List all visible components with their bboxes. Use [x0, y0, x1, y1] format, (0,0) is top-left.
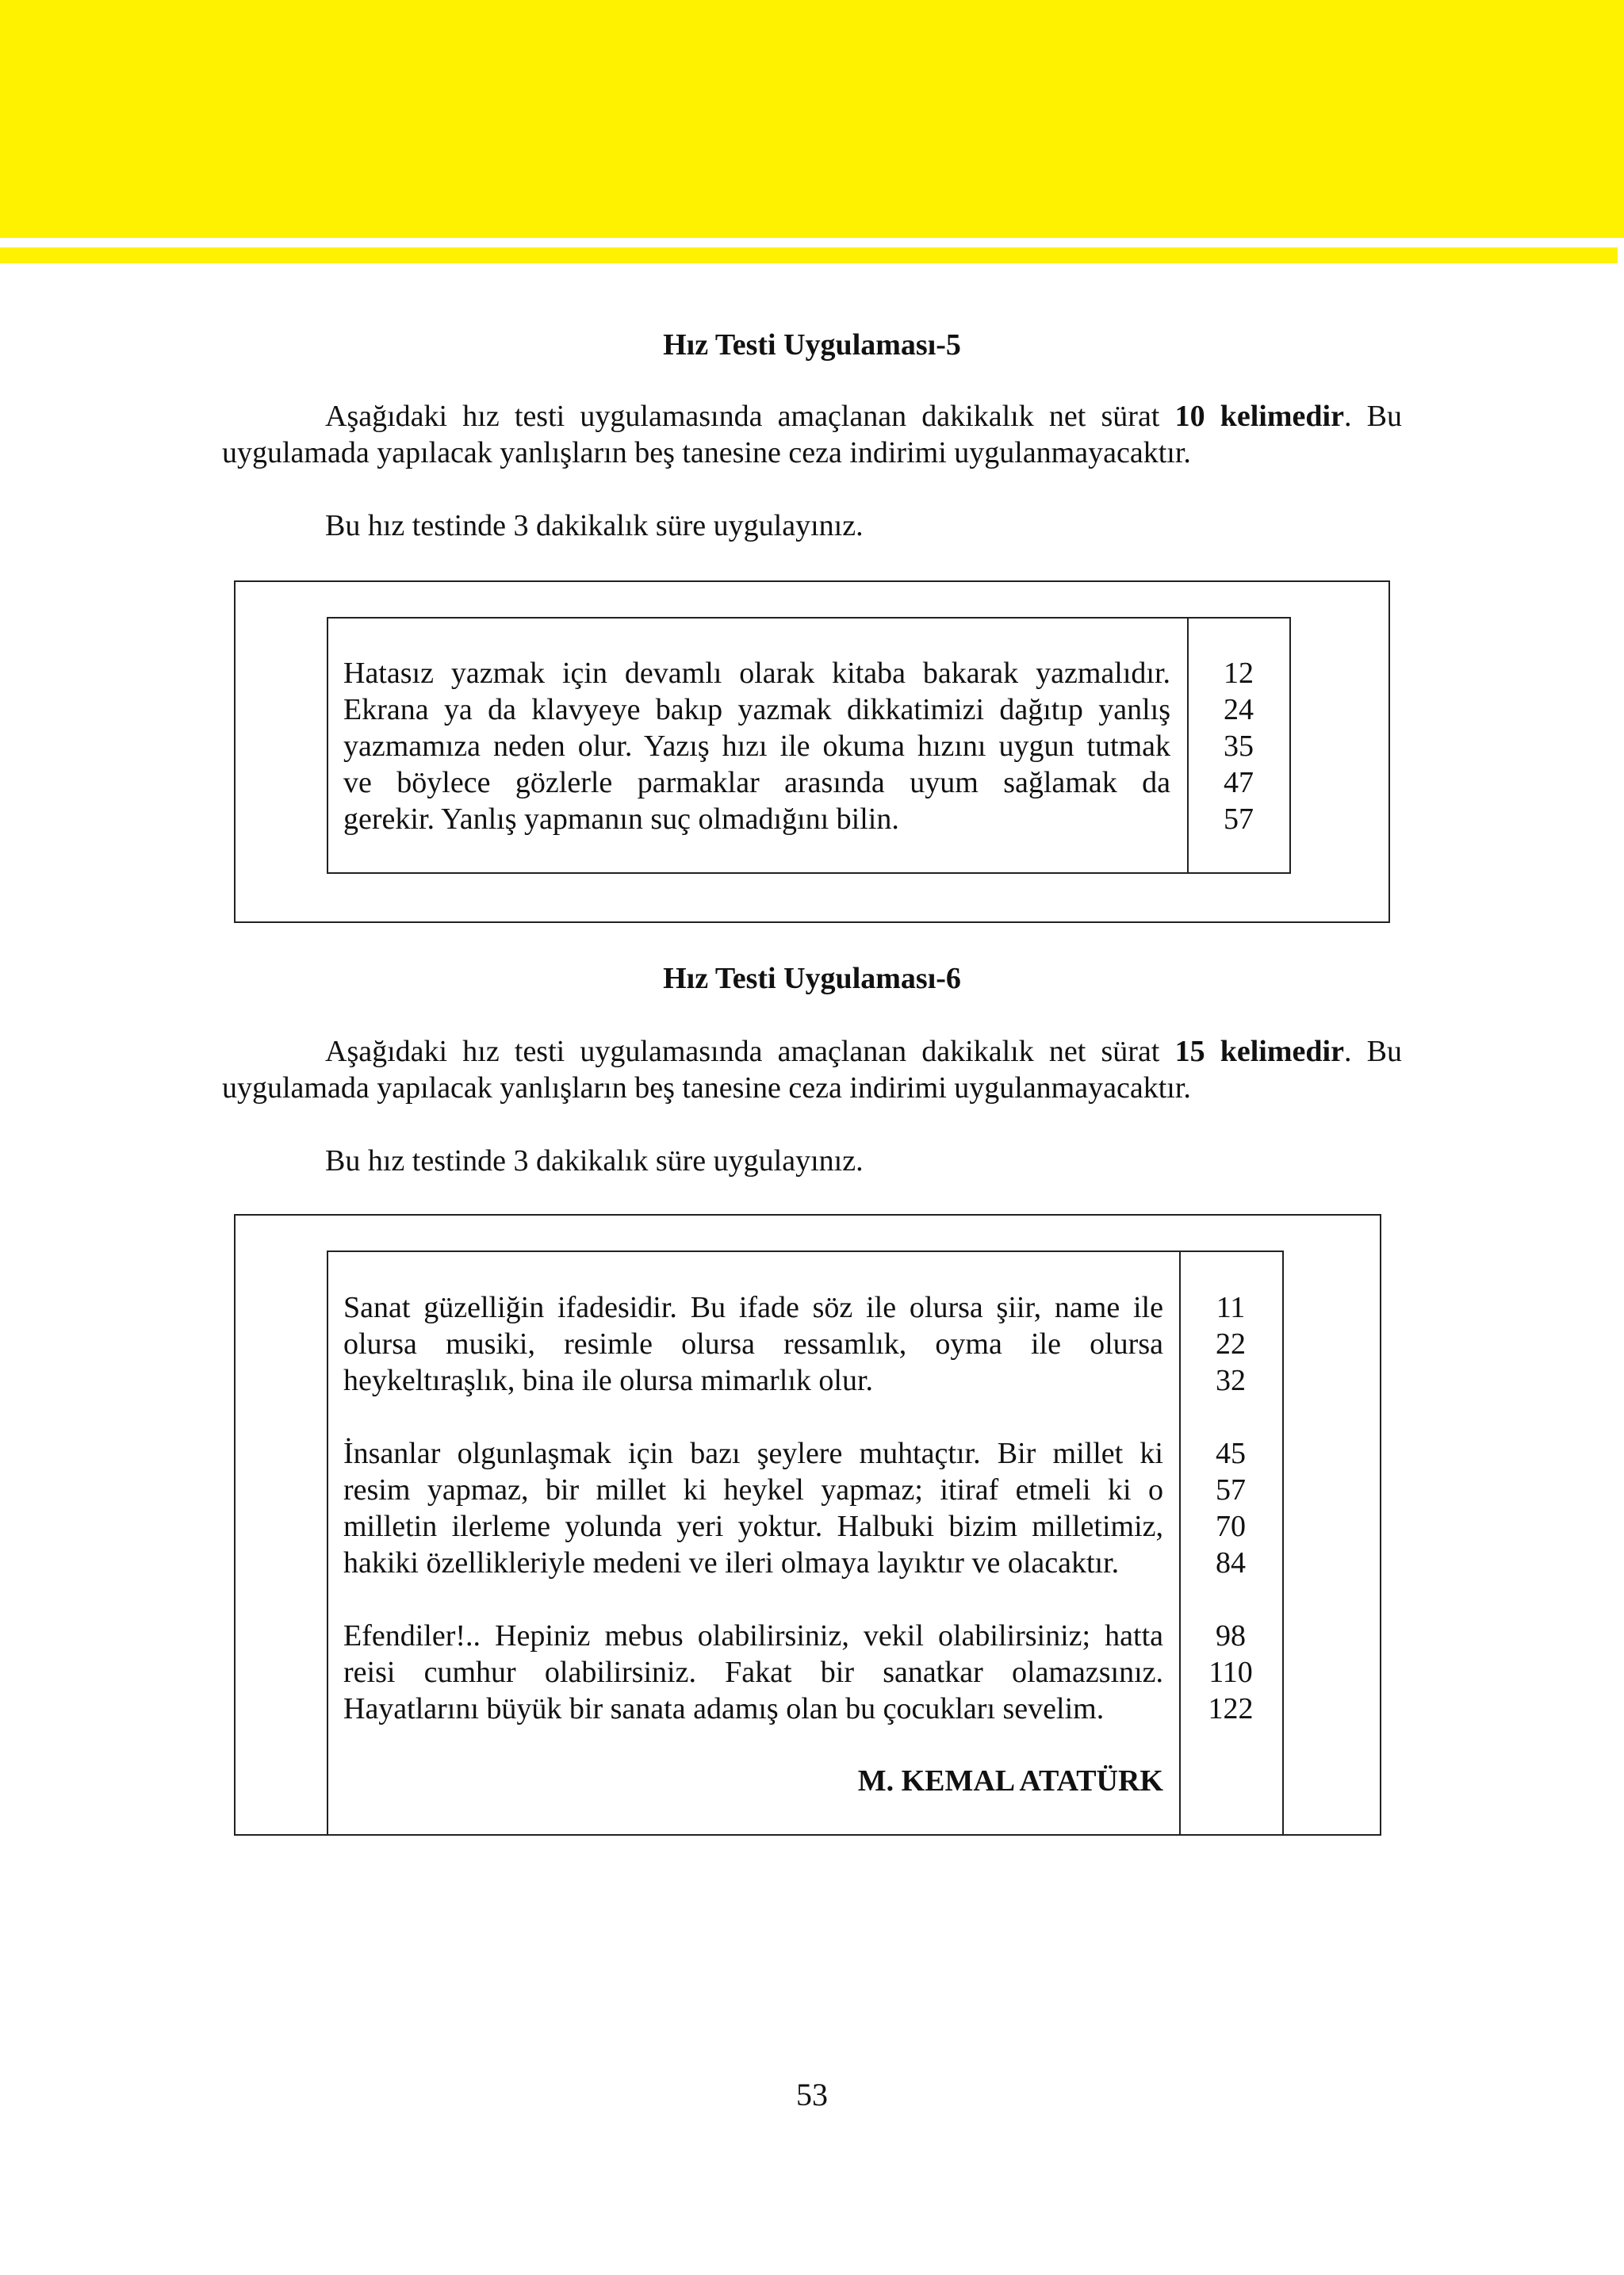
author-signature: M. KEMAL ATATÜRK — [857, 1764, 1163, 1798]
word-count: 22 — [1216, 1327, 1246, 1361]
word-count: 110 — [1208, 1656, 1253, 1689]
word-count: 98 — [1216, 1619, 1246, 1653]
text-line: Ekrana ya da klavyeye bakıp yazmak dikkatimizi dağıtıp yanlış — [343, 693, 1170, 726]
word-count: 57 — [1224, 802, 1254, 836]
section6-intro-text: Aşağıdaki hız testi uygulamasında amaçlanan dakikalık net sürat — [325, 1035, 1175, 1068]
word-count: 35 — [1224, 730, 1254, 763]
word-count: 70 — [1216, 1510, 1246, 1543]
text-line: yazmamıza neden olur. Yazış hızı ile okuma hızını uygun tutmak — [343, 730, 1170, 763]
text-line: Efendiler!.. Hepiniz mebus olabilirsiniz, vekil olabilirsiniz; hatta — [343, 1619, 1163, 1653]
section5-typing-text — [343, 655, 1170, 837]
header-stripe — [0, 247, 1618, 263]
section5-intro — [222, 398, 1402, 471]
text-line: milletin ilerleme yolunda yeri yoktur. Halbuki bizim milletimiz, — [343, 1510, 1163, 1543]
paragraph-gap — [343, 1581, 1163, 1618]
section5-duration-note: Bu hız testinde 3 dakikalık süre uygulayınız. — [325, 509, 864, 542]
word-count: 11 — [1216, 1291, 1246, 1324]
section6-duration-note: Bu hız testinde 3 dakikalık süre uygulayınız. — [325, 1144, 864, 1178]
word-count: 12 — [1224, 657, 1254, 690]
paragraph-gap — [343, 1399, 1163, 1435]
section6-intro — [222, 1033, 1402, 1106]
section6-typing-text — [343, 1289, 1163, 1727]
paragraph-gap — [1179, 1399, 1282, 1435]
text-line: İnsanlar olgunlaşmak için bazı şeylere muhtaçtır. Bir millet ki — [343, 1437, 1163, 1470]
text-line: resim yapmaz, bir millet ki heykel yapmaz; itiraf etmeli ki o — [343, 1473, 1163, 1507]
text-line: ve böylece gözlerle parmaklar arasında uyum sağlamak da — [343, 766, 1170, 799]
text-line: hakiki özellikleriyle medeni ve ileri olmaya layıktır ve olacaktır. — [343, 1546, 1120, 1580]
word-count: 84 — [1216, 1546, 1246, 1580]
page-number: 53 — [796, 2077, 828, 2112]
header-banner — [0, 0, 1624, 238]
section5-word-counts — [1187, 655, 1290, 837]
word-count: 57 — [1216, 1473, 1246, 1507]
section6-target-speed: 15 kelimedir — [1174, 1035, 1344, 1068]
section5-intro-text: Aşağıdaki hız testi uygulamasında amaçlanan dakikalık net sürat — [325, 400, 1175, 433]
section6-title: Hız Testi Uygulaması-6 — [663, 962, 961, 995]
word-count: 24 — [1224, 693, 1254, 726]
paragraph-gap — [1179, 1581, 1282, 1618]
text-line: heykeltıraşlık, bina ile olursa mimarlık olur. — [343, 1364, 874, 1397]
text-line: Sanat güzelliğin ifadesidir. Bu ifade söz ile olursa şiir, name ile — [343, 1291, 1163, 1324]
text-line: olursa musiki, resimle olursa ressamlık, oyma ile olursa — [343, 1327, 1163, 1361]
word-count: 32 — [1216, 1364, 1246, 1397]
word-count: 45 — [1216, 1437, 1246, 1470]
section5-intro-rest: . Bu uygulamada yapılacak yanlışların beş tanesine ceza indirimi uygulanmayacaktır. — [222, 400, 1402, 469]
text-line: reisi cumhur olabilirsiniz. Fakat bir sanatkar olamazsınız. — [343, 1656, 1163, 1689]
text-line: gerekir. Yanlış yapmanın suç olmadığını bilin. — [343, 802, 899, 836]
word-count: 122 — [1208, 1692, 1254, 1725]
section6-word-counts — [1179, 1289, 1282, 1727]
text-line: Hatasız yazmak için devamlı olarak kitaba bakarak yazmalıdır. — [343, 657, 1170, 690]
text-line: Hayatlarını büyük bir sanata adamış olan bu çocukları sevelim. — [343, 1692, 1105, 1725]
section5-target-speed: 10 kelimedir — [1174, 400, 1344, 433]
word-count: 47 — [1224, 766, 1254, 799]
section5-title: Hız Testi Uygulaması-5 — [663, 328, 961, 362]
section6-intro-rest: . Bu uygulamada yapılacak yanlışların beş tanesine ceza indirimi uygulanmayacaktır. — [222, 1035, 1402, 1105]
